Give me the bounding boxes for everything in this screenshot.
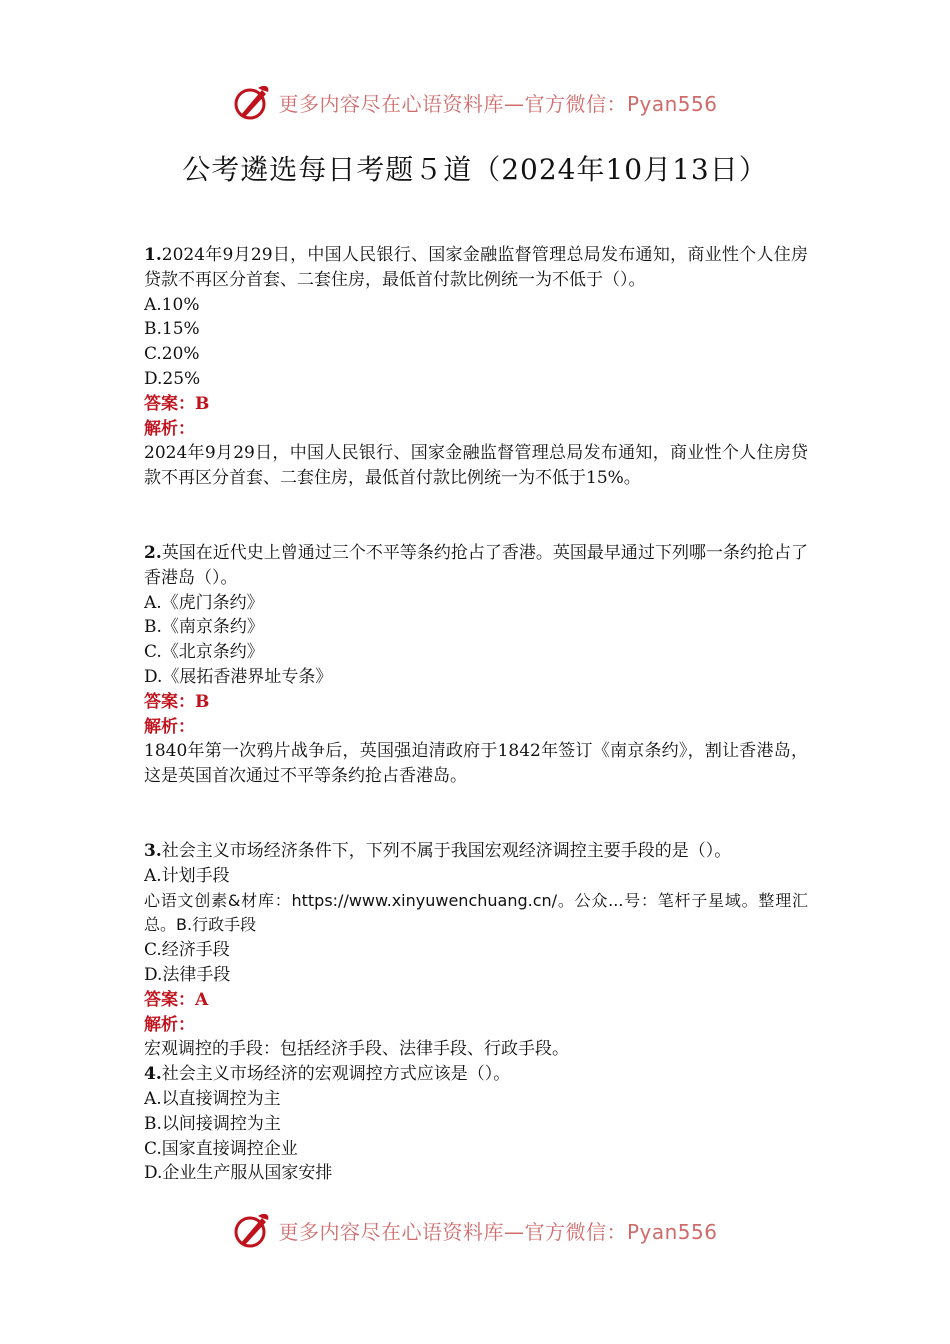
question-number: 3. [144,840,162,861]
option-a: A.《虎门条约》 [144,592,264,613]
question-stem: 社会主义市场经济的宏观调控方式应该是（）。 [161,1064,511,1085]
question-number: 4. [144,1064,162,1085]
question-1 [144,243,808,491]
quill-pen-logo-icon [232,82,272,122]
quill-pen-logo-icon [232,1210,272,1250]
option-c: C.经济手段 [144,940,230,961]
analysis-label: 解析： [144,716,195,737]
answer: 答案：B [144,393,210,414]
question-number: 2. [144,542,162,563]
answer: 答案：A [144,989,209,1010]
banner-text: 更多内容尽在心语资料库—官方微信：Pyan556 [278,1219,718,1244]
analysis-text: 1840年第一次鸦片战争后，英国强迫清政府于1842年签订《南京条约》，割让香港岛，这是英国首次通过不平等条约抢占香港岛。 [144,741,808,787]
option-d: D.企业生产服从国家安排 [144,1163,333,1184]
analysis-label: 解析： [144,1014,195,1035]
page-title: 公考遴选每日考题５道（2024年10月13日） [182,153,768,186]
analysis-text: 2024年9月29日，中国人民银行、国家金融监督管理总局发布通知，商业性个人住房贷款不再区分首套、二套住房，最低首付款比例统一为不低于15%。 [144,443,808,489]
watermark-line: 心语文创素&材库：https://www.xinyuwenchuang.cn/。公众...号：笔杆子星域。整理汇总。B.行政手段 [144,890,808,935]
option-d: D.25% [144,368,201,389]
option-b: B.15% [144,319,200,340]
option-a: A.计划手段 [144,865,230,886]
option-a: A.10% [144,294,200,315]
question-3 [144,839,808,1062]
banner-text: 更多内容尽在心语资料库—官方微信：Pyan556 [278,91,718,116]
option-c: C.《北京条约》 [144,642,264,663]
analysis-text: 宏观调控的手段：包括经济手段、法律手段、行政手段。 [144,1039,569,1060]
question-stem: 2024年9月29日，中国人民银行、国家金融监督管理总局发布通知，商业性个人住房贷款不再区分首套、二套住房，最低首付款比例统一为不低于（）。 [144,245,808,290]
option-d: D.法律手段 [144,964,231,985]
option-c: C.国家直接调控企业 [144,1138,298,1159]
footer-banner [0,1208,950,1252]
question-4 [144,1062,808,1186]
option-d: D.《展拓香港界址专条》 [144,666,333,687]
option-c: C.20% [144,344,200,365]
question-number: 1. [144,245,162,265]
answer: 答案：B [144,691,210,712]
option-b: B.《南京条约》 [144,617,264,638]
analysis-label: 解析： [144,418,195,439]
option-a: A.以直接调控为主 [144,1088,281,1109]
question-2 [144,541,808,789]
question-stem: 社会主义市场经济条件下，下列不属于我国宏观经济调控主要手段的是（）。 [161,840,732,861]
question-stem: 英国在近代史上曾通过三个不平等条约抢占了香港。英国最早通过下列哪一条约抢占了香港岛（）。 [144,542,808,588]
header-banner [0,80,950,124]
option-b: B.以间接调控为主 [144,1113,281,1134]
question-list [144,243,808,1186]
